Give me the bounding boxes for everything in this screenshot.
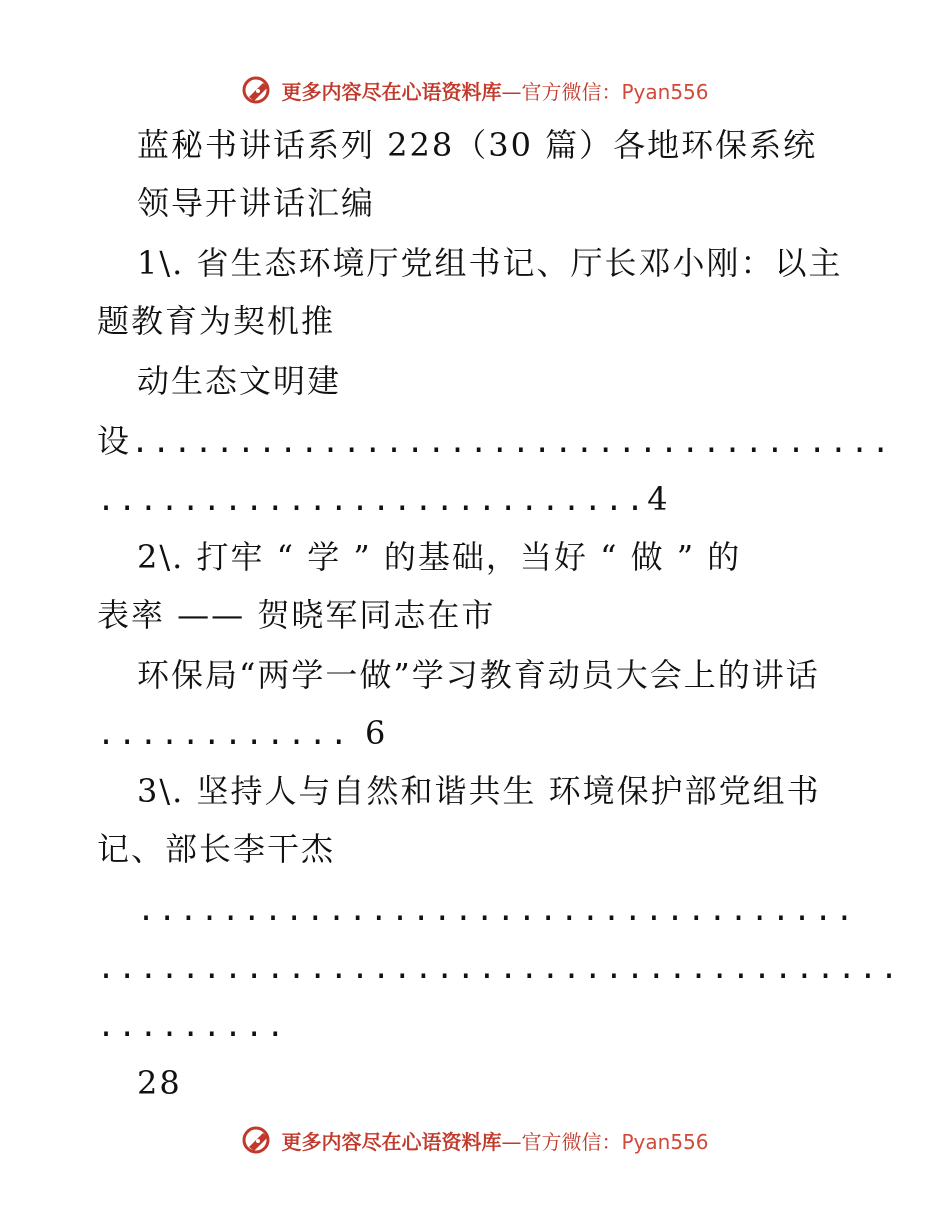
toc-entry-3-leader-dots-3: ......... (97, 1009, 288, 1044)
toc-entry-2-page: 6 (364, 714, 388, 752)
toc-entry-3-line2[interactable]: 记、部长李干杰 (97, 830, 336, 868)
toc-entry-1-line4-text: 设 (97, 422, 132, 460)
toc-entry-3-leader-dots-2: ...................................... (97, 951, 902, 986)
toc-entry-2-line2[interactable]: 表率 —— 贺晓军同志在市 (97, 596, 496, 634)
toc-entry-1-line3[interactable]: 动生态文明建 (137, 362, 342, 400)
toc-entry-3-line1[interactable]: 3\. 坚持人与自然和谐共生 环境保护部党组书 (137, 772, 821, 810)
toc-entry-2-line4[interactable] (97, 713, 387, 755)
toc-entry-1-leader-dots: .................................... (131, 425, 893, 460)
toc-entry-1-line4[interactable] (97, 421, 893, 463)
pen-nib-logo-icon (241, 1123, 275, 1157)
toc-entry-1-leader-dots-2: .......................... (97, 483, 648, 518)
toc-entry-1-line5[interactable] (97, 479, 670, 521)
footer-banner (0, 1120, 950, 1160)
toc-entry-2-line3[interactable]: 环保局“两学一做”学习教育动员大会上的讲话 (137, 656, 820, 694)
banner-text: 更多内容尽在心语资料库—官方微信：Pyan556 (281, 79, 709, 104)
toc-entry-1-line2[interactable]: 题教育为契机推 (97, 302, 336, 340)
toc-entry-1-page: 4 (647, 480, 670, 518)
document-title-line1: 蓝秘书讲话系列 228（30 篇）各地环保系统 (137, 126, 818, 164)
toc-entry-2-line1[interactable]: 2\. 打牢 “ 学 ” 的基础，当好 “ 做 ” 的 (137, 538, 742, 576)
banner-text: 更多内容尽在心语资料库—官方微信：Pyan556 (281, 1129, 709, 1154)
toc-entry-1-line1[interactable]: 1\. 省生态环境厅党组书记、厅长邓小刚：以主 (137, 244, 843, 282)
document-title-line2: 领导开讲话汇编 (137, 184, 376, 222)
toc-entry-3-leader-dots-1: .................................. (137, 893, 857, 928)
toc-entry-2-leader-dots: ............ (97, 717, 351, 752)
header-banner (0, 70, 950, 110)
pen-nib-logo-icon (241, 73, 275, 107)
toc-entry-3-page[interactable]: 28 (137, 1064, 182, 1102)
